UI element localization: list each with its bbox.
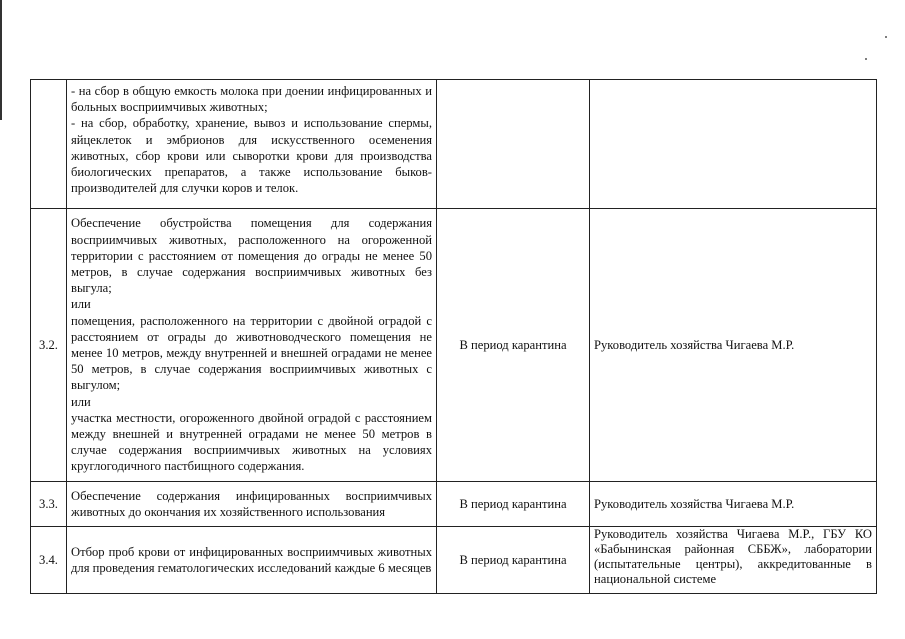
measure-paragraph: Отбор проб крови от инфицированных восприимчивых животных для проведения гематологических исследований каждые 6 месяцев (71, 544, 432, 575)
row-number: 3.4. (31, 527, 67, 594)
measure-responsible: Руководитель хозяйства Чигаева М.Р. (590, 209, 877, 482)
table-row (31, 482, 877, 527)
measure-paragraph: - на сбор, обработку, хранение, вывоз и использование спермы, яйцеклеток и эмбрионов для искусственного осеменения животных, сбор крови или сыворотки крови для производства биологических препаратов, а также использование быков-производителей для случки коров и телок. (71, 116, 432, 196)
measure-paragraph: или (71, 394, 91, 409)
measure-paragraph: помещения, расположенного на территории с двойной оградой с расстоянием от ограды до животноводческого помещения не менее 10 метров, между внутренней и внешней оградами не менее 50 метров, в случае содержания восприимчивых животных с выгулом; (71, 313, 432, 393)
measure-responsible: Руководитель хозяйства Чигаева М.Р., ГБУ КО «Бабынинская районная СББЖ», лаборатории (испытательные центры), аккредитованные в национальной системе (590, 527, 877, 594)
table-row (31, 209, 877, 482)
table-row (31, 80, 877, 209)
measure-description (67, 482, 437, 527)
measure-responsible (590, 80, 877, 209)
measure-paragraph: Обеспечение содержания инфицированных восприимчивых животных до окончания их хозяйственного использования (71, 488, 432, 519)
row-number: 3.2. (31, 209, 67, 482)
measure-paragraph: или (71, 297, 91, 312)
row-number (31, 80, 67, 209)
measure-paragraph: - на сбор в общую емкость молока при доении инфицированных и больных восприимчивых животных; (71, 84, 432, 115)
row-number: 3.3. (31, 482, 67, 527)
measure-description (67, 209, 437, 482)
measure-paragraph: Обеспечение обустройства помещения для содержания восприимчивых животных, расположенного на огороженной территории с расстоянием от помещения до ограды не менее 50 метров, в случае содержания восприимчивых животных без выгула; (71, 216, 432, 296)
measure-description (67, 527, 437, 594)
scan-speck (885, 36, 887, 38)
measure-term: В период карантина (437, 209, 590, 482)
measure-term: В период карантина (437, 482, 590, 527)
measure-responsible: Руководитель хозяйства Чигаева М.Р. (590, 482, 877, 527)
measures-table (30, 79, 877, 594)
page-edge-mark (0, 0, 2, 120)
measure-term: В период карантина (437, 527, 590, 594)
measure-paragraph: участка местности, огороженного двойной оградой с расстоянием между внешней и внутренней оградами не менее 50 метров в случае содержания восприимчивых животных на условиях круглогодичного пастбищного содержания. (71, 410, 432, 474)
scan-speck (865, 58, 867, 60)
table-row (31, 527, 877, 594)
measure-term (437, 80, 590, 209)
measure-description (67, 80, 437, 209)
